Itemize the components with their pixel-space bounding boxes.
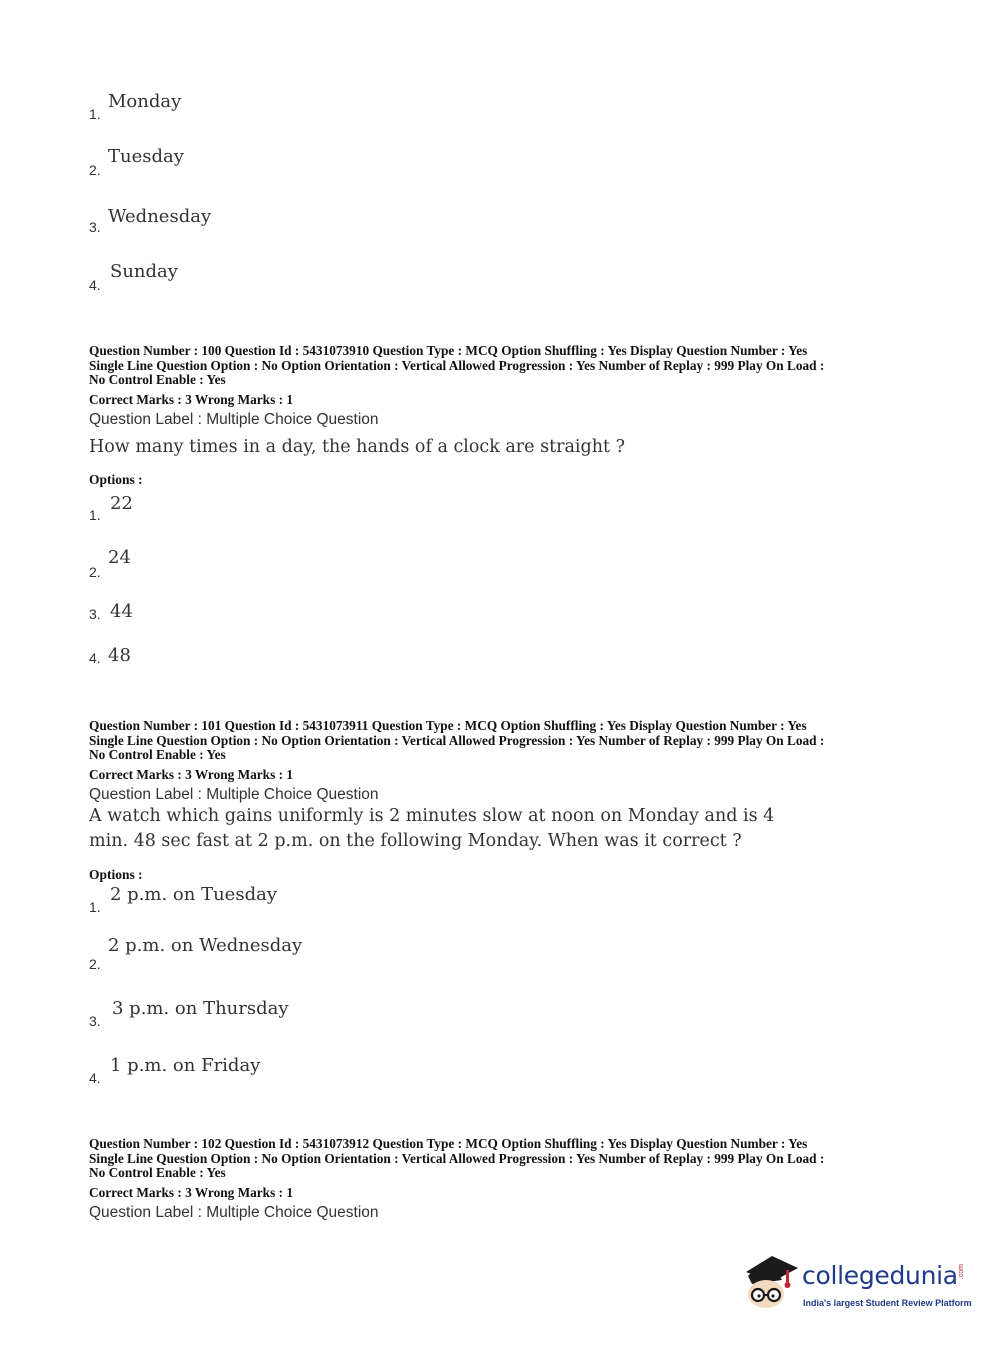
option-text: Wednesday [108, 206, 212, 227]
logo-suffix: .com [958, 1264, 965, 1280]
option-number: 2. [89, 564, 101, 580]
option-text: 1 p.m. on Friday [110, 1055, 261, 1076]
question-text: A watch which gains uniformly is 2 minutes slow at noon on Monday and is 4 [89, 806, 775, 826]
option-text: 44 [110, 601, 133, 622]
question-label: Question Label : Multiple Choice Question [89, 1204, 379, 1221]
question-meta: Question Number : 101 Question Id : 5431073911 Question Type : MCQ Option Shuffling : Yes Display Question Number : Yes Single Line Question Option : No Option Orientation : Vertical Allowed Progression : Yes Number of Replay : 999 Play On Load : No Control Enable : Yes [89, 718, 825, 762]
option-text: 2 p.m. on Tuesday [110, 884, 277, 905]
mascot-icon [742, 1250, 802, 1312]
question-label: Question Label : Multiple Choice Question [89, 786, 379, 803]
option-text: Sunday [110, 261, 178, 282]
option-text: 48 [108, 645, 131, 666]
option-number: 1. [89, 899, 101, 915]
option-number: 2. [89, 162, 101, 178]
question-text: min. 48 sec fast at 2 p.m. on the following Monday. When was it correct ? [89, 831, 742, 851]
logo-name: collegedunia [802, 1261, 958, 1290]
option-number: 4. [89, 1070, 101, 1086]
option-number: 1. [89, 507, 101, 523]
question-label: Question Label : Multiple Choice Question [89, 411, 379, 428]
option-text: Tuesday [108, 146, 184, 167]
question-marks: Correct Marks : 3 Wrong Marks : 1 [89, 1185, 293, 1200]
option-text: 24 [108, 547, 131, 568]
collegedunia-logo [742, 1250, 972, 1320]
option-text: Monday [108, 91, 182, 112]
question-meta: Question Number : 102 Question Id : 5431073912 Question Type : MCQ Option Shuffling : Yes Display Question Number : Yes Single Line Question Option : No Option Orientation : Vertical Allowed Progression : Yes Number of Replay : 999 Play On Load : No Control Enable : Yes [89, 1136, 825, 1180]
logo-tagline: India's largest Student Review Platform [803, 1298, 972, 1308]
option-text: 2 p.m. on Wednesday [108, 935, 303, 956]
question-marks: Correct Marks : 3 Wrong Marks : 1 [89, 392, 293, 407]
question-text: How many times in a day, the hands of a clock are straight ? [89, 437, 625, 457]
option-text: 22 [110, 493, 133, 514]
option-number: 3. [89, 1013, 101, 1029]
option-number: 4. [89, 650, 101, 666]
options-label: Options : [89, 867, 143, 882]
option-number: 2. [89, 956, 101, 972]
option-text: 3 p.m. on Thursday [112, 998, 289, 1019]
question-meta: Question Number : 100 Question Id : 5431073910 Question Type : MCQ Option Shuffling : Yes Display Question Number : Yes Single Line Question Option : No Option Orientation : Vertical Allowed Progression : Yes Number of Replay : 999 Play On Load : No Control Enable : Yes [89, 343, 825, 387]
option-number: 4. [89, 277, 101, 293]
option-number: 3. [89, 606, 101, 622]
question-marks: Correct Marks : 3 Wrong Marks : 1 [89, 767, 293, 782]
option-number: 1. [89, 106, 101, 122]
option-number: 3. [89, 219, 101, 235]
options-label: Options : [89, 472, 143, 487]
